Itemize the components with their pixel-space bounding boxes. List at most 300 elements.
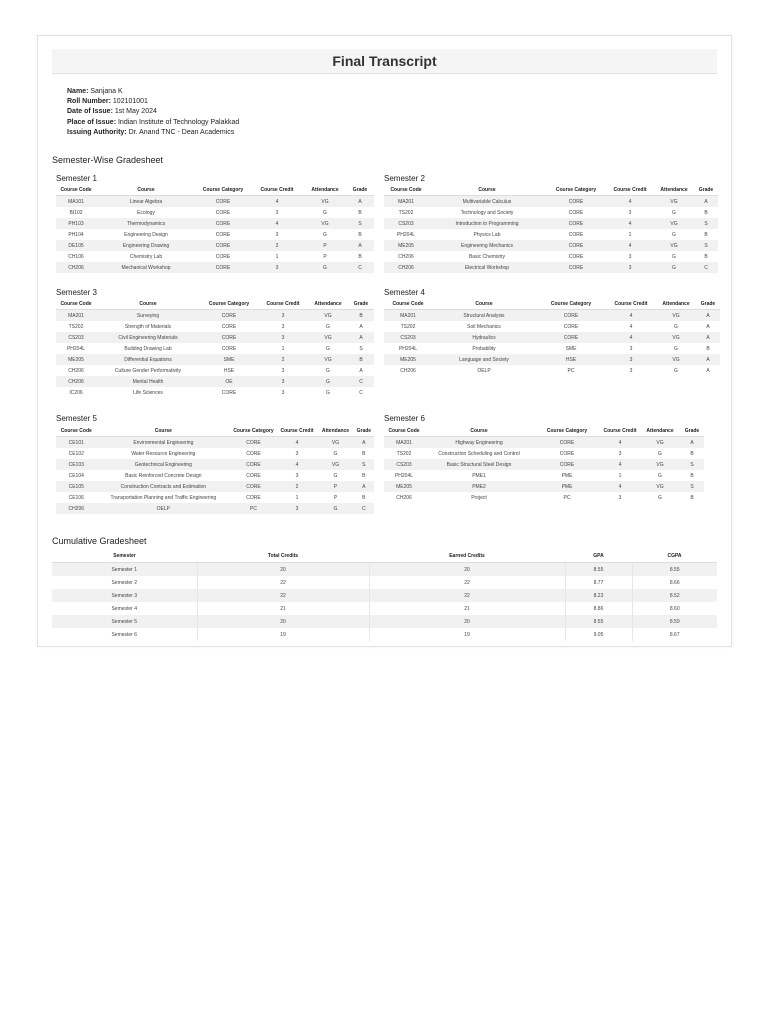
table-row bbox=[56, 343, 374, 354]
cell-attendance: G bbox=[326, 367, 330, 374]
cumulative-cell-cgpa: 8.67 bbox=[632, 628, 717, 641]
cell-category: CORE bbox=[196, 196, 250, 208]
cell-course: PME1 bbox=[472, 472, 486, 479]
cell-attendance: VG bbox=[308, 310, 348, 322]
column-header-course: Course bbox=[96, 185, 196, 196]
cell-course: Surveying bbox=[96, 310, 200, 322]
table-row bbox=[56, 354, 374, 365]
cell-attendance: VG bbox=[304, 196, 346, 208]
cell-code: CS203 bbox=[384, 332, 432, 343]
cell-credit: 3 bbox=[295, 472, 299, 479]
cell-category: CORE bbox=[221, 323, 237, 330]
cell-category: CORE bbox=[196, 240, 250, 251]
column-header-grade: Grade bbox=[346, 185, 374, 196]
cell-course: Building Drawing Lab bbox=[124, 345, 172, 352]
cell-grade: C bbox=[346, 262, 374, 273]
table-row bbox=[56, 207, 374, 218]
cell-code: TS202 bbox=[396, 450, 412, 457]
cell-attendance: G bbox=[323, 209, 327, 216]
table-header-row bbox=[56, 426, 374, 437]
cell-credit: 4 bbox=[606, 240, 654, 251]
cell-grade: A bbox=[359, 367, 363, 374]
cell-code: ME205 bbox=[384, 240, 428, 251]
cell-grade: A bbox=[354, 481, 374, 492]
cell-course: Probability bbox=[472, 345, 496, 352]
cell-code: MA201 bbox=[56, 310, 96, 322]
cell-grade: B bbox=[358, 253, 362, 260]
cell-course: Multivariable Calculus bbox=[428, 196, 546, 208]
cell-credit: 3 bbox=[628, 253, 632, 260]
cumulative-cell-earned-credits: 20 bbox=[369, 615, 565, 628]
cell-credit: 3 bbox=[606, 262, 654, 273]
semester-4-table bbox=[384, 299, 720, 376]
cell-credit: 2 bbox=[250, 240, 304, 251]
cell-attendance: G bbox=[326, 345, 330, 352]
column-header-attendance: Attendance bbox=[308, 299, 348, 310]
cell-grade: S bbox=[359, 345, 363, 352]
cell-credit: 3 bbox=[277, 503, 318, 514]
cell-course: Introduction to Programming bbox=[428, 218, 546, 229]
table-row bbox=[384, 240, 718, 251]
table-header-row bbox=[384, 426, 704, 437]
column-header-grade: Grade bbox=[348, 299, 374, 310]
cell-category: CORE bbox=[230, 481, 277, 492]
cell-attendance: G bbox=[674, 323, 678, 330]
column-header-category: Course Category bbox=[230, 426, 277, 437]
cell-category: PC bbox=[567, 367, 575, 374]
column-header-code: Course Code bbox=[384, 426, 424, 437]
cell-code: CE106 bbox=[68, 494, 84, 501]
cell-attendance: G bbox=[658, 494, 662, 501]
cumulative-cell-earned-credits: 19 bbox=[369, 628, 565, 641]
cell-grade: A bbox=[694, 196, 718, 208]
cumulative-cell-earned-credits: 21 bbox=[369, 602, 565, 615]
column-header-category: Course Category bbox=[536, 299, 606, 310]
cell-category: PME bbox=[561, 472, 573, 479]
table-row bbox=[56, 310, 374, 322]
cumulative-header-earned-credits: Earned Credits bbox=[369, 550, 565, 563]
table-row bbox=[56, 365, 374, 376]
cell-grade: B bbox=[362, 450, 366, 457]
cell-category: CORE bbox=[563, 323, 579, 330]
table-row bbox=[384, 492, 704, 503]
cell-attendance: G bbox=[672, 209, 676, 216]
column-header-code: Course Code bbox=[56, 426, 97, 437]
cell-course: OELP bbox=[97, 503, 231, 514]
cell-category: CORE bbox=[230, 437, 277, 449]
cell-code: CE101 bbox=[56, 437, 97, 449]
cell-credit: 3 bbox=[628, 209, 632, 216]
column-header-grade: Grade bbox=[354, 426, 374, 437]
place-label: Place of Issue: bbox=[67, 118, 117, 126]
cell-code: IC206 bbox=[69, 389, 83, 396]
roll-label: Roll Number: bbox=[67, 98, 111, 106]
cell-credit: 1 bbox=[275, 253, 279, 260]
cell-grade: S bbox=[680, 459, 704, 470]
cell-grade: B bbox=[348, 310, 374, 322]
cumulative-cell-earned-credits: 22 bbox=[369, 576, 565, 589]
cell-grade: B bbox=[362, 494, 366, 501]
cell-grade: C bbox=[694, 262, 718, 273]
cell-attendance: VG bbox=[654, 196, 694, 208]
cell-course: Differential Equations bbox=[96, 354, 200, 365]
table-row bbox=[384, 481, 704, 492]
cell-attendance: P bbox=[304, 240, 346, 251]
table-row bbox=[384, 332, 720, 343]
table-header-row bbox=[56, 299, 374, 310]
table-row bbox=[56, 229, 374, 240]
cell-credit: 3 bbox=[281, 323, 285, 330]
cell-attendance: VG bbox=[308, 354, 348, 365]
cell-grade: A bbox=[346, 240, 374, 251]
cell-category: CORE bbox=[559, 450, 575, 457]
semester-5-table bbox=[56, 426, 374, 514]
cell-attendance: VG bbox=[304, 218, 346, 229]
column-header-category: Course Category bbox=[534, 426, 600, 437]
cell-credit: 4 bbox=[277, 437, 318, 449]
cell-attendance: VG bbox=[317, 437, 353, 449]
table-row bbox=[52, 602, 717, 615]
cell-code: PH204L bbox=[394, 472, 414, 479]
table-row bbox=[384, 251, 718, 262]
cell-category: CORE bbox=[246, 450, 261, 457]
cell-code: CE105 bbox=[56, 481, 97, 492]
cell-attendance: G bbox=[304, 262, 346, 273]
cumulative-cell-gpa: 8.55 bbox=[565, 615, 632, 628]
table-row bbox=[384, 343, 720, 354]
table-row bbox=[56, 481, 374, 492]
cell-attendance: VG bbox=[640, 459, 680, 470]
cell-category: PME bbox=[534, 481, 600, 492]
cumulative-cell-gpa: 9.05 bbox=[565, 628, 632, 641]
cell-credit: 1 bbox=[281, 345, 285, 352]
cell-category: CORE bbox=[546, 262, 606, 273]
cell-code: CS203 bbox=[56, 332, 96, 343]
cell-code: CH206 bbox=[384, 262, 428, 273]
cumulative-header-row bbox=[52, 550, 717, 563]
cumulative-cell-earned-credits: 20 bbox=[369, 563, 565, 577]
cell-attendance: G bbox=[658, 450, 662, 457]
table-row bbox=[384, 196, 718, 208]
cell-course: Culture Gender Performativity bbox=[114, 367, 182, 374]
cell-category: CORE bbox=[221, 345, 237, 352]
semester-6-title: Semester 6 bbox=[384, 414, 425, 423]
column-header-attendance: Attendance bbox=[654, 185, 694, 196]
cumulative-cell-semester: Semester 5 bbox=[52, 615, 197, 628]
cumulative-cell-cgpa: 8.60 bbox=[632, 602, 717, 615]
column-header-code: Course Code bbox=[384, 299, 432, 310]
date-label: Date of Issue: bbox=[67, 108, 113, 116]
cell-grade: C bbox=[348, 376, 374, 387]
cell-credit: 3 bbox=[281, 367, 285, 374]
cell-credit: 3 bbox=[258, 310, 308, 322]
cell-attendance: VG bbox=[654, 240, 694, 251]
cell-credit: 3 bbox=[629, 367, 633, 374]
column-header-credit: Course Credit bbox=[258, 299, 308, 310]
cumulative-cell-total-credits: 20 bbox=[197, 563, 369, 577]
cell-category: SME bbox=[565, 345, 577, 352]
table-row bbox=[384, 437, 704, 449]
cell-attendance: VG bbox=[640, 437, 680, 449]
cell-credit: 4 bbox=[629, 323, 633, 330]
cell-code: PH103 bbox=[56, 218, 96, 229]
table-row bbox=[52, 563, 717, 577]
cell-course: Construction Scheduling and Control bbox=[438, 450, 520, 457]
cell-course: Environmental Engineering bbox=[97, 437, 231, 449]
cell-course: Geotechnical Engineering bbox=[97, 459, 231, 470]
cell-code: CE102 bbox=[68, 450, 84, 457]
cell-category: PC bbox=[563, 494, 571, 501]
cell-code: MA201 bbox=[384, 310, 432, 322]
cell-grade: A bbox=[706, 323, 710, 330]
cell-code: PH204L bbox=[66, 345, 86, 352]
table-row bbox=[56, 459, 374, 470]
cell-grade: B bbox=[704, 253, 708, 260]
cell-grade: C bbox=[354, 503, 374, 514]
cell-grade: A bbox=[696, 310, 720, 322]
cell-code: MA201 bbox=[384, 196, 428, 208]
cell-attendance: G bbox=[674, 367, 678, 374]
cell-category: CORE bbox=[215, 209, 231, 216]
column-header-course: Course bbox=[424, 426, 534, 437]
cell-code: CH206 bbox=[396, 494, 412, 501]
cumulative-cell-semester: Semester 6 bbox=[111, 631, 138, 638]
cell-credit: 3 bbox=[258, 332, 308, 343]
cell-course: Technology and Society bbox=[460, 209, 514, 216]
cell-category: HSE bbox=[223, 367, 235, 374]
cell-credit: 3 bbox=[618, 450, 622, 457]
column-header-grade: Grade bbox=[680, 426, 704, 437]
cell-code: TS202 bbox=[400, 323, 416, 330]
cell-code: CH206 bbox=[56, 376, 96, 387]
cell-category: CORE bbox=[215, 231, 231, 238]
table-row bbox=[56, 470, 374, 481]
cell-category: CORE bbox=[246, 472, 261, 479]
cell-category: CORE bbox=[196, 262, 250, 273]
cumulative-header-total-credits: Total Credits bbox=[197, 550, 369, 563]
cell-category: CORE bbox=[536, 310, 606, 322]
info-authority bbox=[67, 128, 239, 138]
cell-credit: 3 bbox=[281, 389, 285, 396]
cumulative-heading: Cumulative Gradesheet bbox=[52, 536, 147, 546]
cell-code: PH104 bbox=[68, 231, 84, 238]
cell-category: CORE bbox=[534, 459, 600, 470]
cumulative-table bbox=[52, 550, 717, 641]
cell-course: PME2 bbox=[424, 481, 534, 492]
authority-value: Dr. Anand TNC - Dean Academics bbox=[128, 128, 235, 136]
cell-category: PC bbox=[230, 503, 277, 514]
table-row bbox=[56, 196, 374, 208]
cell-attendance: VG bbox=[308, 332, 348, 343]
cell-course: Structural Analysis bbox=[432, 310, 536, 322]
cell-grade: A bbox=[359, 323, 363, 330]
cell-attendance: VG bbox=[317, 459, 353, 470]
cell-credit: 4 bbox=[600, 481, 640, 492]
cell-course: Construction Contracts and Estimation bbox=[97, 481, 231, 492]
cell-category: SME bbox=[200, 354, 258, 365]
cumulative-cell-semester: Semester 4 bbox=[111, 605, 138, 612]
table-row bbox=[56, 262, 374, 273]
cell-category: CORE bbox=[215, 253, 231, 260]
cell-grade: S bbox=[346, 218, 374, 229]
cell-grade: B bbox=[362, 472, 366, 479]
cell-grade: B bbox=[706, 345, 710, 352]
cumulative-cell-cgpa: 8.55 bbox=[632, 563, 717, 577]
table-row bbox=[384, 448, 704, 459]
cell-grade: A bbox=[706, 367, 710, 374]
semester-4-title: Semester 4 bbox=[384, 288, 425, 297]
column-header-attendance: Attendance bbox=[304, 185, 346, 196]
semester-3-table bbox=[56, 299, 374, 398]
cell-code: CH206 bbox=[398, 253, 414, 260]
cell-grade: S bbox=[680, 481, 704, 492]
table-row bbox=[56, 321, 374, 332]
cell-attendance: G bbox=[672, 231, 676, 238]
table-row bbox=[384, 207, 718, 218]
cumulative-header-cgpa: CGPA bbox=[632, 550, 717, 563]
cell-grade: B bbox=[348, 354, 374, 365]
cell-attendance: VG bbox=[656, 310, 696, 322]
cell-category: CORE bbox=[546, 218, 606, 229]
cell-grade: A bbox=[680, 437, 704, 449]
info-date bbox=[67, 107, 239, 117]
table-row bbox=[384, 229, 718, 240]
cell-attendance: VG bbox=[656, 354, 696, 365]
cell-credit: 1 bbox=[295, 494, 299, 501]
cell-course: Civil Engineering Materials bbox=[96, 332, 200, 343]
cell-course: Basic Chemistry bbox=[468, 253, 506, 260]
cell-credit: 4 bbox=[606, 310, 656, 322]
semester-1-title: Semester 1 bbox=[56, 174, 97, 183]
info-place bbox=[67, 118, 239, 128]
table-row bbox=[384, 354, 720, 365]
cell-grade: C bbox=[359, 389, 363, 396]
cell-code: ME205 bbox=[384, 354, 432, 365]
table-header-row bbox=[384, 299, 720, 310]
column-header-grade: Grade bbox=[696, 299, 720, 310]
cell-code: CH106 bbox=[68, 253, 84, 260]
cell-credit: 2 bbox=[258, 354, 308, 365]
cell-course: Soil Mechanics bbox=[467, 323, 501, 330]
table-row bbox=[384, 218, 718, 229]
cumulative-cell-semester: Semester 2 bbox=[111, 579, 138, 586]
column-header-grade: Grade bbox=[694, 185, 718, 196]
table-row bbox=[384, 321, 720, 332]
cell-grade: A bbox=[696, 332, 720, 343]
cell-credit: 4 bbox=[600, 459, 640, 470]
cell-attendance: VG bbox=[656, 332, 696, 343]
cell-attendance: G bbox=[674, 345, 678, 352]
column-header-category: Course Category bbox=[546, 185, 606, 196]
cell-code: CH206 bbox=[56, 503, 97, 514]
cell-category: OE bbox=[200, 376, 258, 387]
column-header-course: Course bbox=[428, 185, 546, 196]
cell-category: CORE bbox=[221, 389, 237, 396]
cumulative-cell-earned-credits: 22 bbox=[369, 589, 565, 602]
cell-course: Engineering Drawing bbox=[96, 240, 196, 251]
cell-credit: 3 bbox=[629, 345, 633, 352]
cell-code: MA201 bbox=[384, 437, 424, 449]
cell-grade: S bbox=[694, 240, 718, 251]
cell-code: MA101 bbox=[56, 196, 96, 208]
cell-credit: 3 bbox=[618, 494, 622, 501]
semester-2-table bbox=[384, 185, 718, 273]
cell-course: Basic Structural Steel Design bbox=[424, 459, 534, 470]
cell-course: Ecology bbox=[137, 209, 155, 216]
cell-code: CH206 bbox=[68, 367, 84, 374]
cumulative-cell-gpa: 8.23 bbox=[565, 589, 632, 602]
cell-attendance: G bbox=[308, 376, 348, 387]
cell-credit: 3 bbox=[250, 262, 304, 273]
cell-attendance: G bbox=[317, 503, 353, 514]
cell-grade: B bbox=[690, 494, 694, 501]
cell-code: CS203 bbox=[384, 459, 424, 470]
cumulative-header-gpa: GPA bbox=[565, 550, 632, 563]
cumulative-cell-semester: Semester 3 bbox=[52, 589, 197, 602]
table-header-row bbox=[56, 185, 374, 196]
cell-credit: 4 bbox=[250, 218, 304, 229]
cell-course: Linear Algebra bbox=[96, 196, 196, 208]
cell-grade: S bbox=[694, 218, 718, 229]
authority-label: Issuing Authority: bbox=[67, 128, 127, 136]
cell-credit: 4 bbox=[606, 332, 656, 343]
column-header-attendance: Attendance bbox=[640, 426, 680, 437]
table-row bbox=[56, 251, 374, 262]
name-label: Name: bbox=[67, 88, 89, 95]
cell-credit: 3 bbox=[258, 376, 308, 387]
cell-grade: S bbox=[354, 459, 374, 470]
cell-course: OELP bbox=[477, 367, 491, 374]
cell-category: CORE bbox=[546, 196, 606, 208]
cell-course: Mental Health bbox=[96, 376, 200, 387]
cell-course: Electrical Workshop bbox=[428, 262, 546, 273]
column-header-credit: Course Credit bbox=[600, 426, 640, 437]
semester-6-table bbox=[384, 426, 704, 503]
student-info bbox=[67, 87, 239, 138]
cumulative-cell-gpa: 8.55 bbox=[565, 563, 632, 577]
info-roll bbox=[67, 97, 239, 107]
cell-code: TS202 bbox=[398, 209, 414, 216]
column-header-code: Course Code bbox=[384, 185, 428, 196]
cell-category: CORE bbox=[568, 209, 584, 216]
cell-attendance: P bbox=[317, 481, 353, 492]
semwise-heading: Semester-Wise Gradesheet bbox=[52, 155, 164, 165]
name-value: Sanjana K bbox=[90, 88, 123, 95]
cell-credit: 4 bbox=[606, 218, 654, 229]
table-row bbox=[56, 448, 374, 459]
cell-attendance: G bbox=[654, 262, 694, 273]
cell-attendance: G bbox=[323, 231, 327, 238]
table-row bbox=[56, 387, 374, 398]
column-header-course: Course bbox=[432, 299, 536, 310]
cell-grade: A bbox=[696, 354, 720, 365]
semester-1-table bbox=[56, 185, 374, 273]
table-row bbox=[384, 459, 704, 470]
cell-attendance: G bbox=[658, 472, 662, 479]
cell-credit: 1 bbox=[618, 472, 622, 479]
cumulative-cell-total-credits: 22 bbox=[197, 576, 369, 589]
cell-category: CORE bbox=[200, 332, 258, 343]
cell-category: CORE bbox=[534, 437, 600, 449]
cumulative-cell-cgpa: 8.66 bbox=[632, 576, 717, 589]
cell-code: CH206 bbox=[56, 262, 96, 273]
cell-category: CORE bbox=[200, 310, 258, 322]
table-row bbox=[384, 470, 704, 481]
cell-grade: A bbox=[354, 437, 374, 449]
roll-value: 102101001 bbox=[112, 98, 148, 106]
cell-course: Transportation Planning and Traffic Engineering bbox=[110, 494, 217, 501]
column-header-attendance: Attendance bbox=[317, 426, 353, 437]
